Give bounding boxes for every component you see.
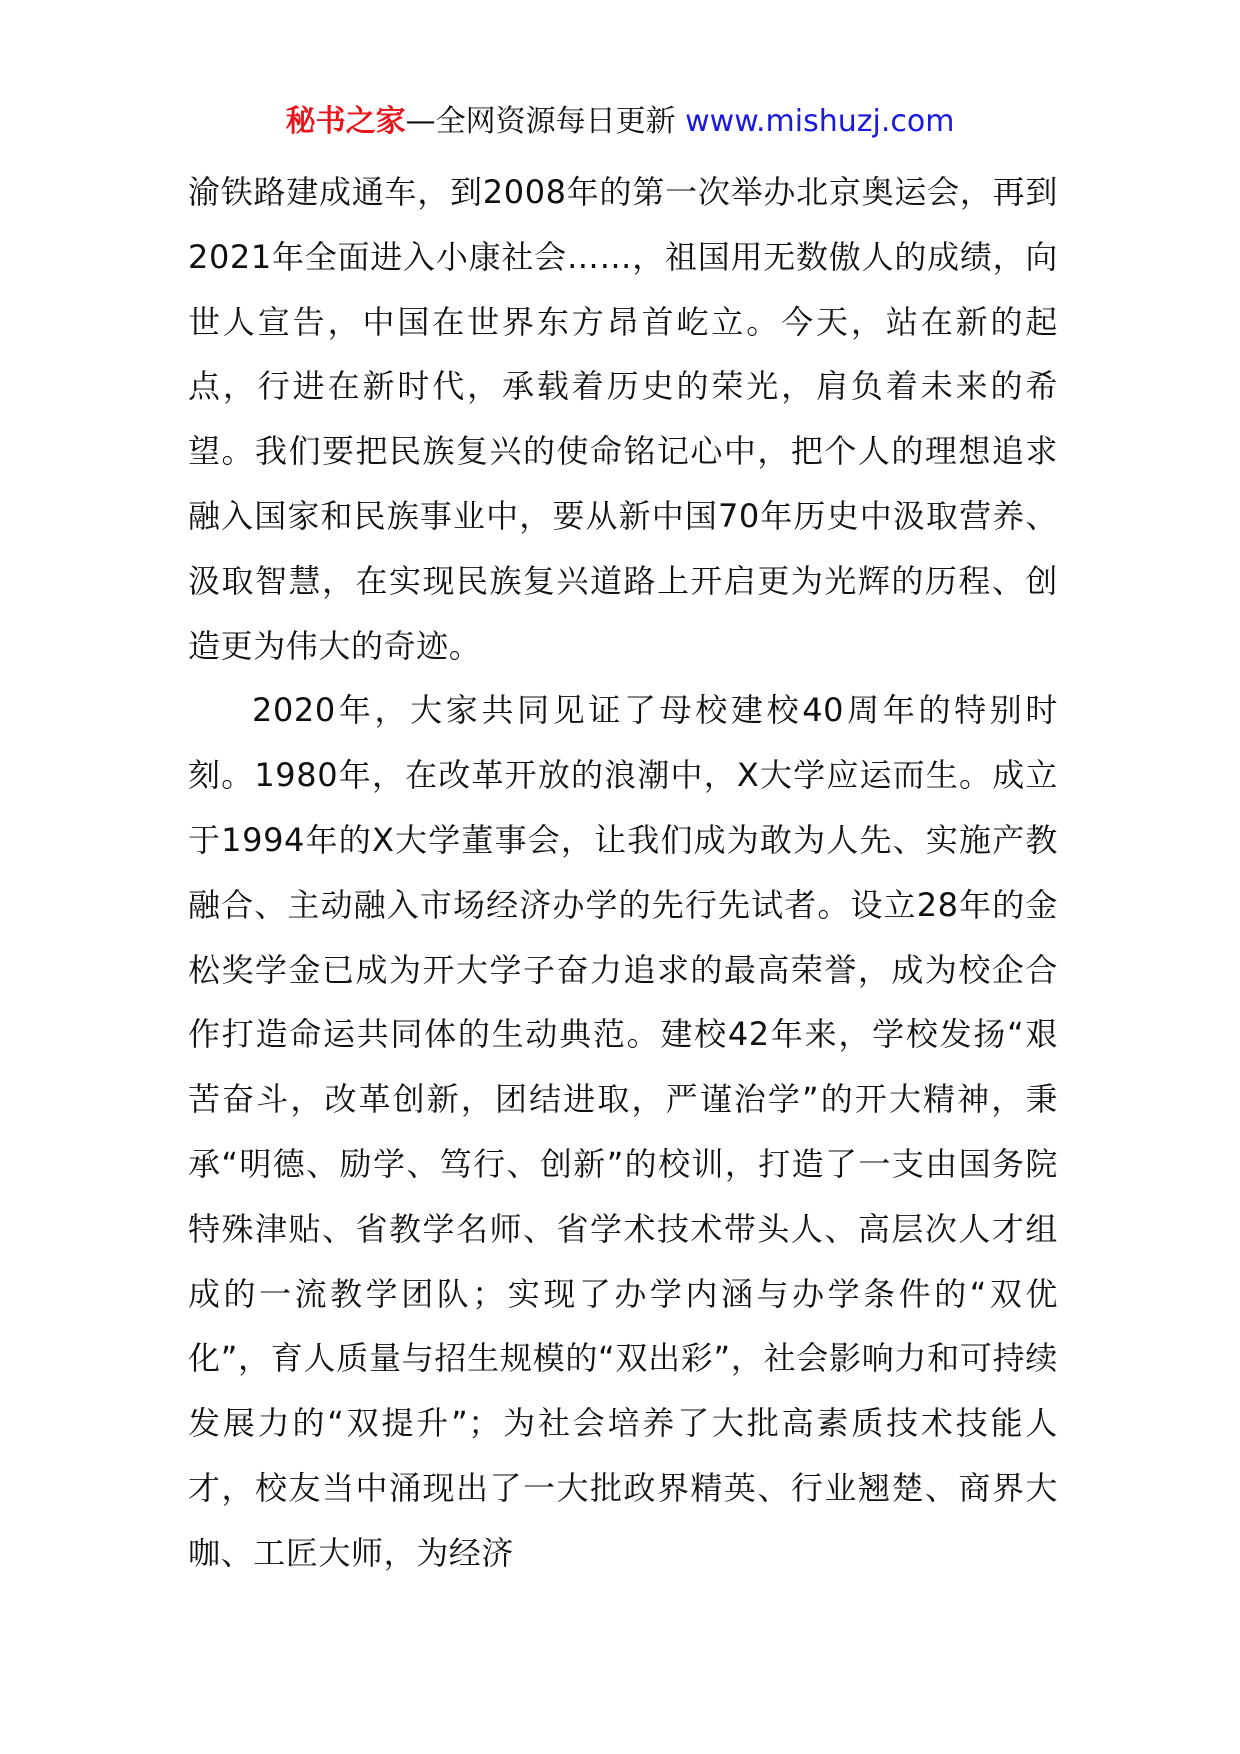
paragraph-1: 渝铁路建成通车，到2008年的第一次举办北京奥运会，再到2021年全面进入小康社会……，祖国用无数傲人的成绩，向世人宣告，中国在世界东方昂首屹立。今天，站在新的起点，行进在新时代，承载着历史的荣光，肩负着未来的希望。我们要把民族复兴的使命铭记心中，把个人的理想追求融入国家和民族事业中，要从新中国70年历史中汲取营养、汲取智慧，在实现民族复兴道路上开启更为光辉的历程、创造更为伟大的奇迹。 (188, 173, 1058, 665)
header-site-link[interactable]: www.mishuzj.com (685, 104, 955, 139)
header-tagline: —全网资源每日更新 (405, 104, 676, 139)
header-brand: 秘书之家 (285, 104, 406, 139)
paragraph-2: 2020年，大家共同见证了母校建校40周年的特别时刻。1980年，在改革开放的浪潮中，X大学应运而生。成立于1994年的X大学董事会，让我们成为敢为人先、实施产教融合、主动融入市场经济办学的先行先试者。设立28年的金松奖学金已成为开大学子奋力追求的最高荣誉，成为校企合作打造命运共同体的生动典范。建校42年来，学校发扬“艰苦奋斗，改革创新，团结进取，严谨治学”的开大精神，秉承“明德、励学、笃行、创新”的校训，打造了一支由国务院特殊津贴、省教学名师、省学术技术带头人、高层次人才组成的一流教学团队；实现了办学内涵与办学条件的“双优化”，育人质量与招生规模的“双出彩”，社会影响力和可持续发展力的“双提升”；为社会培养了大批高素质技术技能人才，校友当中涌现出了一大批政界精英、行业翘楚、商界大咖、工匠大师，为经济 (188, 691, 1058, 1572)
page-header (0, 100, 1240, 144)
document-body (188, 160, 1058, 1586)
